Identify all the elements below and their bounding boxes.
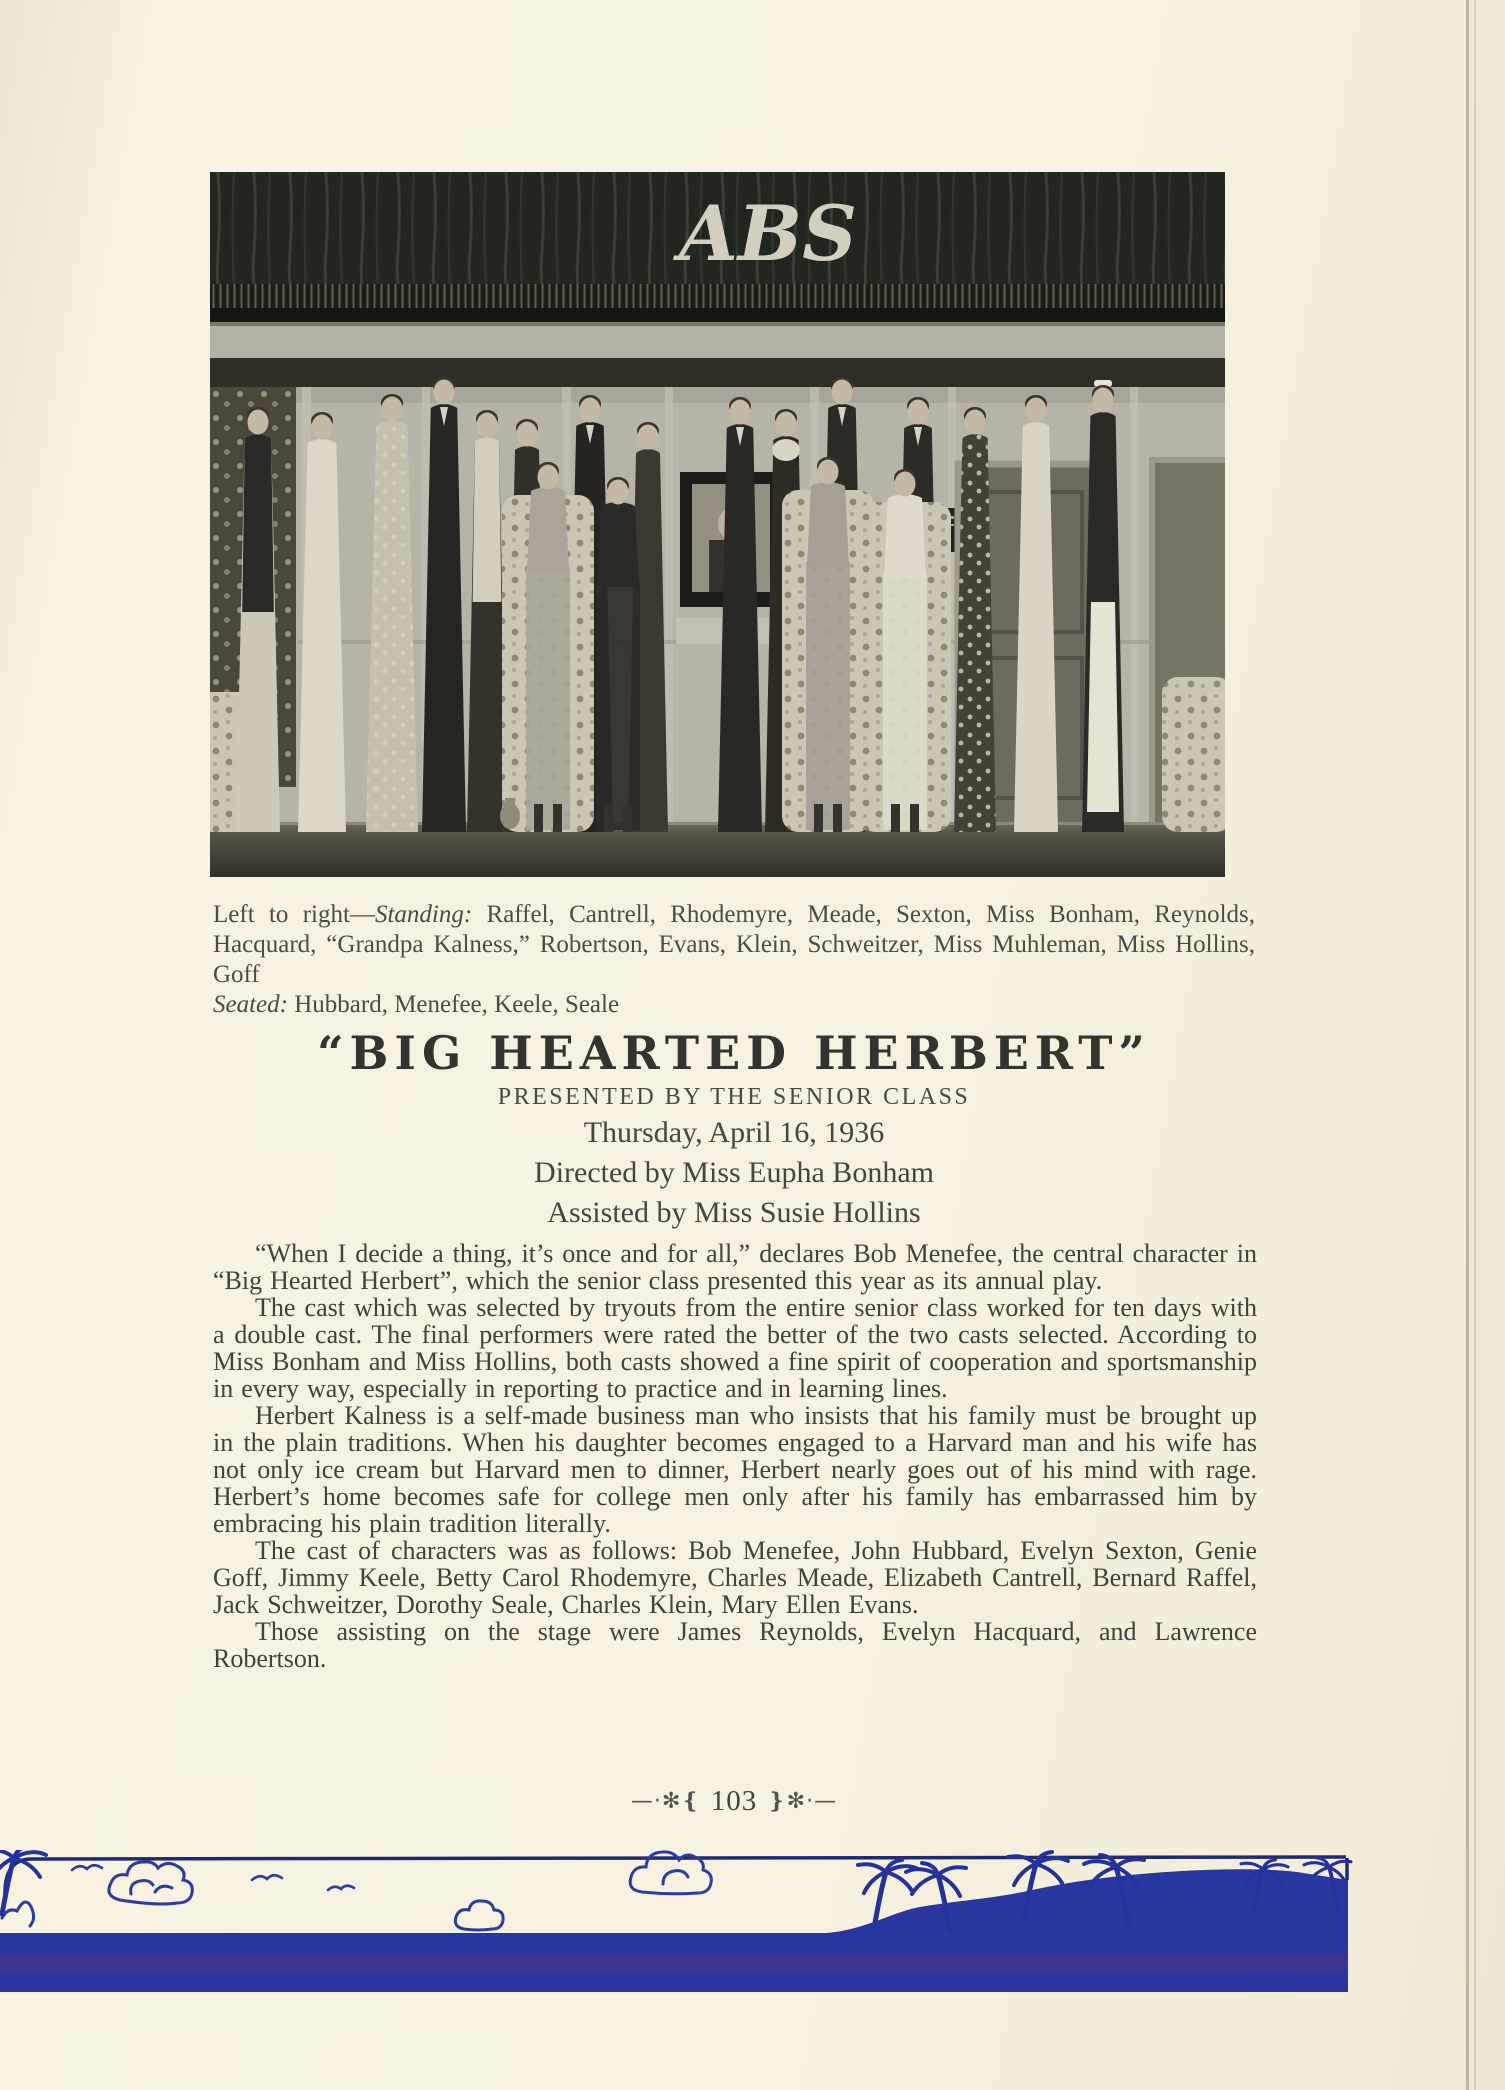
caption-seated-line (213, 990, 1255, 1020)
article-body (213, 1240, 1257, 1672)
folio-right-ornament: ❵✻·— (767, 1789, 838, 1814)
stage-banner-text: ABS (678, 189, 858, 278)
beach-illustration-svg (0, 1850, 1358, 2002)
caption-standing-label: Standing: (374, 901, 473, 928)
page-edge-line-2 (1474, 0, 1476, 2090)
play-directed-by: Directed by Miss Eupha Bonham (534, 1156, 934, 1189)
clouds (2, 1852, 711, 1930)
play-title: “BIG HEARTED HERBERT” (317, 1026, 1151, 1080)
article-paragraph: Those assisting on the stage were James Reynolds, Evelyn Hacquard, and Lawrence Robertson. (213, 1617, 1257, 1673)
cast-photo-svg (210, 172, 1225, 877)
play-assisted-by: Assisted by Miss Susie Hollins (547, 1196, 921, 1229)
right-armchair (1162, 677, 1225, 832)
article-paragraph: Herbert Kalness is a self-made business man who insists that his family must be brought up in the plain traditions. When his daughter becomes engaged to a Harvard man and his wife has not only ice cream but Harvard men to dinner, Herbert nearly goes out of his mind with rage. Herbert’s home becomes safe for college men only after his family has embarrassed him by embracing his plain tradition literally. (213, 1401, 1257, 1538)
play-presented-by: PRESENTED BY THE SENIOR CLASS (497, 1084, 971, 1110)
caption-standing-names: Raffel, Cantrell, Rhodemyre, Meade, Sexton, Miss Bonham, Reynolds, Hacquard, “Grandpa Kalness,” Robertson, Evans, Klein, Schweitzer, Miss Muhleman, Miss Hollins, Goff (213, 901, 1255, 988)
photo-caption (213, 900, 1255, 1020)
article-paragraph: The cast which was selected by tryouts from the entire senior class worked for ten days with a double cast. The final performers were rated the better of the two casts selected. According to Miss Bonham and Miss Hollins, both casts showed a fine spirit of cooperation and sportsmanship in every way, especially in reporting to practice and in learning lines. (213, 1293, 1257, 1403)
caption-seated-names: Hubbard, Menefee, Keele, Seale (294, 991, 620, 1018)
sea-purple-band (0, 1950, 1348, 1978)
cast-photo (210, 172, 1225, 877)
caption-intro: Left to right— (213, 901, 375, 928)
stage-floor (210, 822, 1225, 877)
page-number: 103 (710, 1785, 758, 1817)
page-number-folio (213, 1785, 1255, 1818)
caption-standing-line (213, 900, 1255, 990)
article-paragraph: The cast of characters was as follows: Bob Menefee, John Hubbard, Evelyn Sexton, Genie Goff, Jimmy Keele, Betty Carol Rhodemyre, Charles Meade, Elizabeth Cantrell, Bernard Raffel, Jack Schweitzer, Dorothy Seale, Charles Klein, Mary Ellen Evans. (213, 1536, 1257, 1619)
beach-illustration (0, 1850, 1358, 2002)
folio-left-ornament: —·✻❴ (630, 1789, 701, 1814)
article-paragraph: “When I decide a thing, it’s once and for all,” declares Bob Menefee, the central character in “Big Hearted Herbert”, which the senior class presented this year as its annual play. (213, 1239, 1257, 1295)
caption-seated-label: Seated: (213, 991, 288, 1018)
page-edge-line (1466, 0, 1469, 2090)
play-date: Thursday, April 16, 1936 (583, 1116, 885, 1149)
